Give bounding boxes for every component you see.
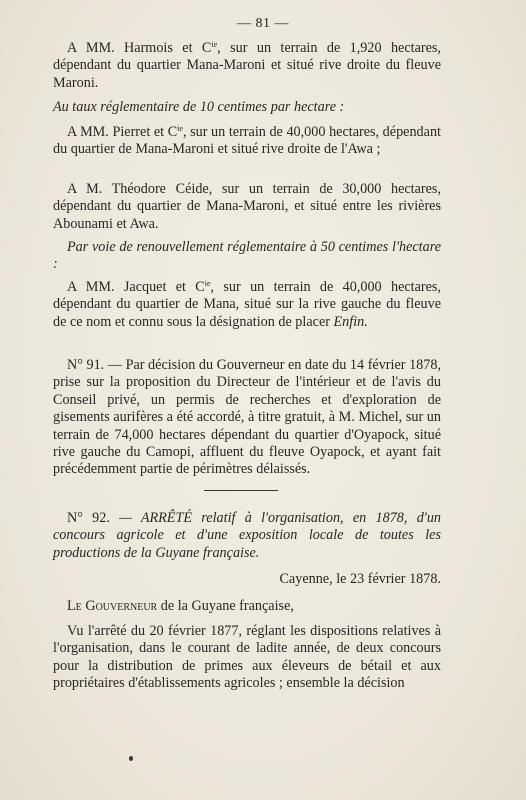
heading-renouvellement <box>53 239 441 274</box>
placer-name: Enfin. <box>333 313 368 330</box>
paragraph-harmois <box>53 40 441 92</box>
superscript: ie <box>177 124 183 133</box>
superscript: ie <box>204 279 211 288</box>
paragraph-text: , sur un terrain de 40,000 hectares, dépendant du quartier de Mana, situé sur la rive gauche du fleuve de ce nom et connu sous la désignation de placer <box>53 279 441 330</box>
heading-text: Par voie de renouvellement réglementaire à 50 centimes l'hectare : <box>53 239 441 273</box>
paragraph-ceide <box>53 181 441 233</box>
paragraph-no91 <box>53 357 441 479</box>
dash: — <box>109 510 141 526</box>
dateline: Cayenne, le 23 février 1878. <box>279 571 441 587</box>
page-number: — 81 — <box>237 16 289 31</box>
governor-title: Le Gouverneur <box>67 598 158 614</box>
governor-rest: de la Guyane française, <box>157 598 294 614</box>
paragraph-text: A M. Théodore Céide, sur un terrain de 30,000 hectares, dépendant du quartier de Mana-Maroni, et situé entre les rivières Abounami et Awa. <box>53 181 441 232</box>
arrete-title: ARRÊTÉ <box>140 510 193 526</box>
paragraph-text: A MM. Jacquet et C <box>67 279 205 295</box>
superscript: ie <box>211 40 218 49</box>
section-divider <box>204 490 278 491</box>
paragraph-text: , sur un terrain de 1,920 hectares, dépendant du quartier Mana-Maroni et situé rive droite du fleuve Maroni. <box>53 40 441 91</box>
ink-spot <box>129 756 133 761</box>
paragraph-pierret <box>53 124 441 159</box>
paragraph-jacquet <box>53 279 441 331</box>
paragraph-text: A MM. Harmois et C <box>67 40 212 56</box>
entry-number: N° 91. <box>67 357 105 373</box>
paragraph-vu <box>53 623 441 693</box>
paragraph-text: , sur un terrain de 40,000 hectares, dépendant du quartier de Mana-Maroni et situé rive droite de l'Awa ; <box>53 124 441 158</box>
governor-line <box>53 598 441 615</box>
heading-taux-reglementaire: Au taux réglementaire de 10 centimes par hectare : <box>53 99 345 115</box>
arrete-subject: relatif à l'organisation, en 1878, d'un concours agricole et d'une exposition locale de toutes les productions de la Guyane française. <box>53 510 442 561</box>
paragraph-text: Vu l'arrêté du 20 février 1877, réglant les dispositions relatives à l'organisation, dans le courant de ladite année, de deux concours pour la distribution de primes aux éleveurs de bétail et aux propriétaires d'établissements agricoles ; ensemble la décision <box>53 623 441 692</box>
entry-number: N° 92. <box>67 510 110 526</box>
paragraph-text: A MM. Pierret et C <box>67 124 178 140</box>
paragraph-text: — Par décision du Gouverneur en date du 14 février 1878, prise sur la proposition du Directeur de l'intérieur et de l'avis du Conseil privé, un permis de recherches et d'exploration de gisements aurifères a été accordé, à titre gratuit, à M. Michel, sur un terrain de 74,000 hectares dépendant du quartier d'Oyapock, situé rive gauche du Camopi, affluent du fleuve Oyapock, et ayant fait précédemment partie de périmètres délaissés. <box>53 357 441 478</box>
paragraph-no92 <box>53 510 441 562</box>
